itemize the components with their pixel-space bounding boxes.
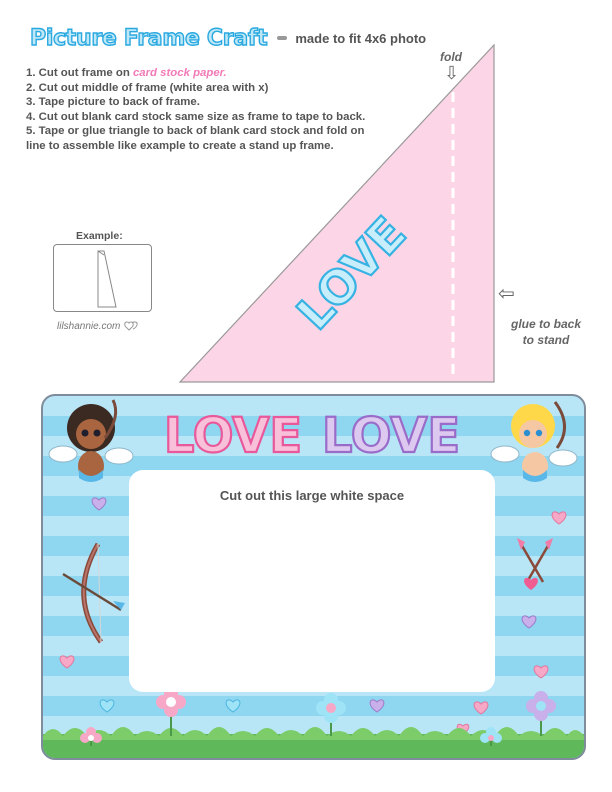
site-credit [57, 320, 139, 332]
stand-triangle-template [178, 44, 498, 386]
photo-cutout-area [129, 470, 495, 692]
heart-decoration [534, 666, 548, 678]
card-stock-highlight: card stock paper. [132, 67, 227, 79]
fold-label: fold [440, 50, 462, 64]
cutout-label: Cut out this large white space [219, 488, 405, 503]
instruction-step-4: 4. Cut out blank card stock same size as frame to tape to back. [26, 110, 366, 123]
heart-decoration [100, 700, 114, 712]
glue-label-line-1: glue to back [510, 317, 581, 331]
title-separator [277, 36, 287, 40]
love-word-left: LOVE [163, 408, 303, 464]
instruction-step-1-text: 1. Cut out frame on [26, 67, 133, 79]
stand-triangle [180, 45, 494, 382]
example-label: Example: [76, 230, 123, 242]
flower-decoration [156, 687, 186, 736]
heart-decoration [370, 700, 384, 712]
example-illustration [53, 244, 152, 312]
cupid-left-icon [49, 400, 133, 482]
picture-frame [41, 394, 586, 760]
grass-border [43, 727, 584, 758]
instruction-step-3: 3. Tape picture to back of frame. [26, 96, 200, 108]
heart-decoration [474, 702, 488, 714]
stand-love-word: LOVE [286, 206, 417, 340]
page-title: Picture Frame Craft [30, 25, 268, 51]
heart-decoration [522, 616, 536, 628]
cupid-right-icon [491, 402, 577, 482]
bow-and-arrow-icon [63, 544, 125, 642]
glue-label-line-2: to stand [522, 333, 570, 347]
heart-decoration [92, 498, 106, 510]
credit-text: lilshannie.com [57, 320, 121, 332]
example-stand-illustration [54, 245, 151, 311]
heart-logo-icon [123, 320, 139, 332]
heart-decoration [60, 656, 74, 668]
heart-decoration [226, 700, 240, 712]
left-arrow-icon: ⇦ [498, 283, 515, 305]
instruction-step-2: 2. Cut out middle of frame (white area with x) [26, 81, 269, 94]
page-subtitle: made to fit 4x6 photo [295, 30, 427, 46]
crossed-arrows-icon [517, 538, 553, 590]
love-word-right: LOVE [321, 408, 461, 464]
instruction-step-5: 5. Tape or glue triangle to back of blank card stock and fold on line to assemble like example to create a stand up frame. [26, 125, 365, 152]
heart-decoration [552, 512, 566, 524]
down-arrow-icon: ⇩ [444, 63, 460, 83]
glue-instruction [496, 316, 596, 348]
